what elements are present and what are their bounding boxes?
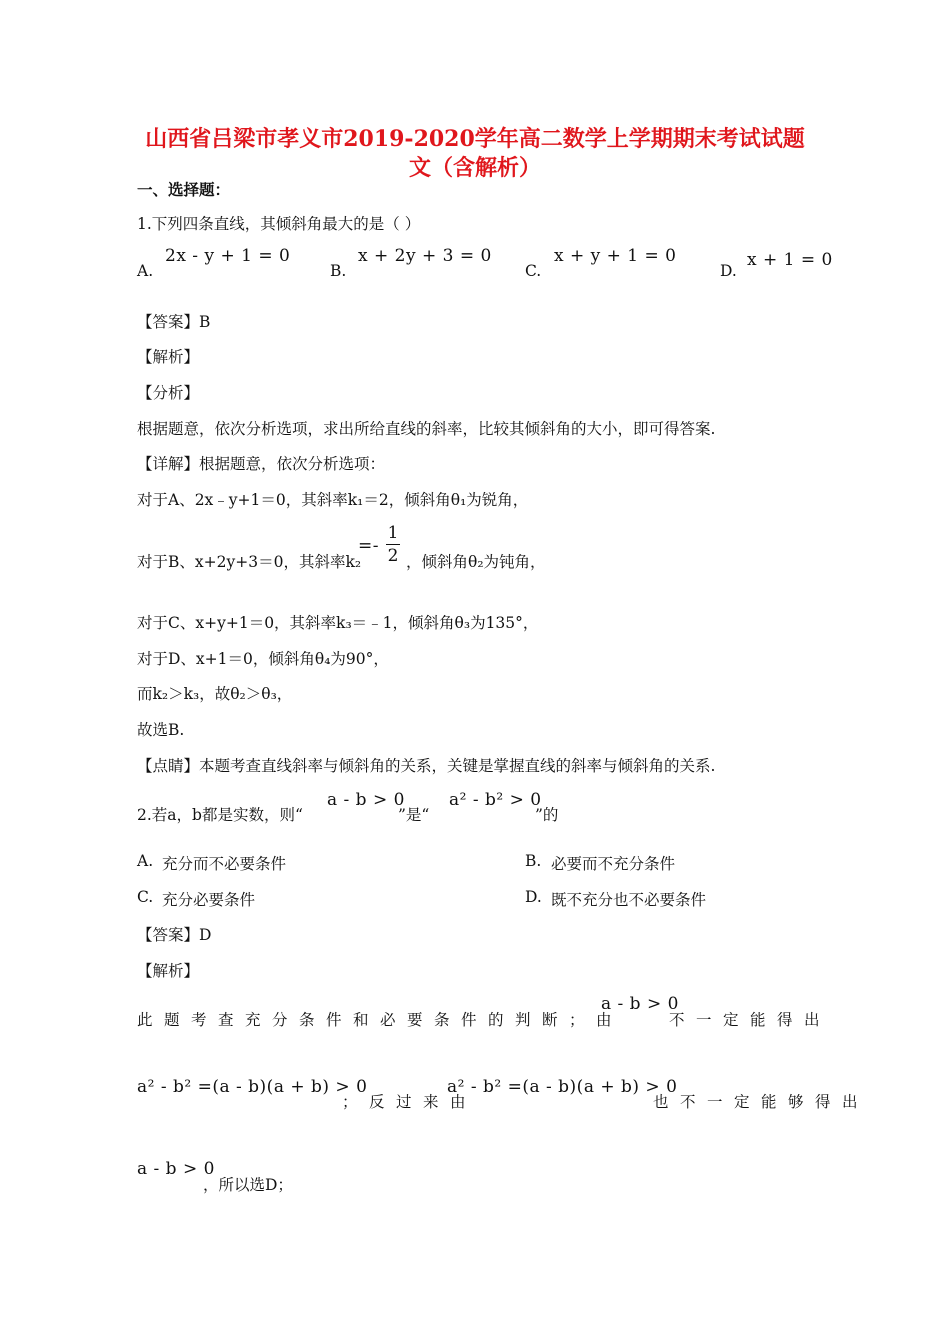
fraction-denominator: 2 xyxy=(387,546,399,566)
q2-explain-line2-suffix: 也不一定能够得出 xyxy=(653,1093,870,1111)
q1-option-b-letter: B. xyxy=(330,262,347,280)
q1-fenxi-heading: 【分析】 xyxy=(137,384,200,402)
q2-explain-expr-4: a - b > 0 xyxy=(137,1159,215,1179)
q2-option-a-text: 充分而不必要条件 xyxy=(162,855,287,873)
q1-option-a-expr: 2x - y + 1 = 0 xyxy=(165,246,291,266)
q1-xiangjie: 【详解】根据题意，依次分析选项： xyxy=(137,455,386,473)
q2-stem-middle: ”是“ xyxy=(398,806,430,824)
q2-explain-line1-suffix: 不一定能得出 xyxy=(669,1011,832,1029)
q2-option-d-text: 既不充分也不必要条件 xyxy=(551,891,707,909)
q1-analysis-c: 对于C、x+y+1＝0，其斜率k₃＝﹣1，倾斜角θ₃为135°， xyxy=(137,614,539,632)
q2-explain-line1-prefix: 此题考查充分条件和必要条件的判断；由 xyxy=(137,1011,624,1029)
section-heading: 一、选择题： xyxy=(137,180,231,199)
q1-fenxi-text: 根据题意，依次分析选项，求出所给直线的斜率，比较其倾斜角的大小，即可得答案. xyxy=(137,420,716,438)
q2-option-b-letter: B. xyxy=(525,852,542,870)
q2-condition-1: a - b > 0 xyxy=(327,790,405,810)
document-title-line1: 山西省吕梁市孝义市2019-2020学年高二数学上学期期末考试试题 xyxy=(145,126,805,152)
q2-option-d-letter: D. xyxy=(525,888,542,906)
q2-option-c-letter: C. xyxy=(137,888,154,906)
q1-choose: 故选B. xyxy=(137,721,185,739)
fraction-numerator: 1 xyxy=(387,523,399,543)
q1-option-c-letter: C. xyxy=(525,262,542,280)
q1-option-a-letter: A. xyxy=(137,262,154,280)
q2-explain-expr-1: a - b > 0 xyxy=(601,994,679,1014)
q2-option-b-text: 必要而不充分条件 xyxy=(551,855,676,873)
q1-option-d-letter: D. xyxy=(720,262,737,280)
q1-stem: 1.下列四条直线，其倾斜角最大的是（ ） xyxy=(137,215,421,233)
q1-analysis-d: 对于D、x+1＝0，倾斜角θ₄为90°， xyxy=(137,650,389,668)
q1-answer: 【答案】B xyxy=(137,313,211,331)
q1-option-c-expr: x + y + 1 = 0 xyxy=(554,246,677,266)
q2-condition-2: a² - b² > 0 xyxy=(449,790,542,810)
q2-answer: 【答案】D xyxy=(137,926,212,944)
q1-option-b-expr: x + 2y + 3 = 0 xyxy=(358,246,492,266)
q2-jiexi-heading: 【解析】 xyxy=(137,962,200,980)
q1-option-d-expr: x + 1 = 0 xyxy=(747,250,833,270)
q1-fraction-one-half xyxy=(386,522,400,567)
q1-analysis-a: 对于A、2x﹣y+1＝0，其斜率k₁＝2，倾斜角θ₁为锐角， xyxy=(137,491,529,509)
q1-compare: 而k₂＞k₃，故θ₂＞θ₃， xyxy=(137,685,293,703)
q1-analysis-b-equals: =- xyxy=(358,536,379,556)
q2-stem-suffix: ”的 xyxy=(535,806,559,824)
q2-stem-prefix: 2.若a，b都是实数，则“ xyxy=(137,806,303,824)
q1-jiexi-heading: 【解析】 xyxy=(137,348,200,366)
q2-explain-line2-middle: ；反过来由 xyxy=(342,1093,478,1111)
q2-option-c-text: 充分必要条件 xyxy=(162,891,256,909)
q2-option-a-letter: A. xyxy=(137,852,154,870)
q2-explain-line3-suffix: ，所以选D； xyxy=(203,1176,293,1194)
q1-analysis-b-suffix: ，倾斜角θ₂为钝角， xyxy=(406,553,546,571)
q2-explain-expr-3: a² - b² =(a - b)(a + b) > 0 xyxy=(447,1077,678,1097)
document-title-line2: 文（含解析） xyxy=(408,155,541,181)
q1-dianjing: 【点睛】本题考查直线斜率与倾斜角的关系，关键是掌握直线的斜率与倾斜角的关系. xyxy=(137,757,716,775)
q1-analysis-b-prefix: 对于B、x+2y+3＝0，其斜率k₂ xyxy=(137,553,362,571)
q2-explain-expr-2: a² - b² =(a - b)(a + b) > 0 xyxy=(137,1077,368,1097)
